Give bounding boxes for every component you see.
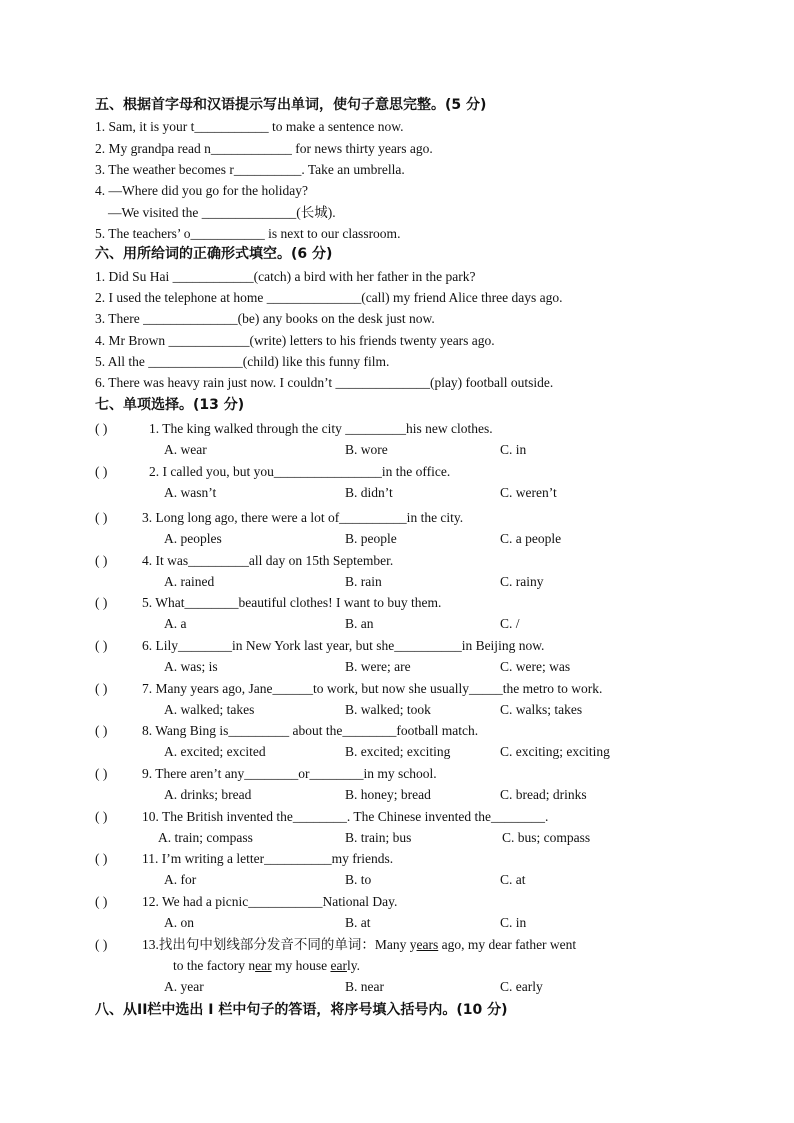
s6-item-4: 4. Mr Brown ____________(write) letters to his friends twenty years ago. <box>95 333 495 348</box>
option-c[interactable]: C. rainy <box>500 574 544 589</box>
question-8: 8. Wang Bing is_________ about the________football match. <box>142 723 479 738</box>
option-b[interactable]: B. wore <box>345 442 388 457</box>
option-a[interactable]: A. on <box>164 915 194 930</box>
option-b[interactable]: B. train; bus <box>345 830 412 845</box>
option-b[interactable]: B. to <box>345 872 372 887</box>
option-b[interactable]: B. people <box>345 531 397 546</box>
option-c[interactable]: C. at <box>500 872 526 887</box>
s5-item-4-answer: —We visited the ______________(长城). <box>108 205 336 220</box>
section-7-heading: 七、单项选择。(13 分) <box>95 397 245 413</box>
option-c[interactable]: C. were; was <box>500 659 571 674</box>
answer-paren[interactable]: ( ) <box>95 681 108 696</box>
s6-item-2: 2. I used the telephone at home ______________(call) my friend Alice three days ago. <box>95 290 563 305</box>
answer-paren[interactable]: ( ) <box>95 766 108 781</box>
answer-paren[interactable]: ( ) <box>95 851 108 866</box>
option-a[interactable]: A. walked; takes <box>164 702 255 717</box>
question-7: 7. Many years ago, Jane______to work, but now she usually_____the metro to work. <box>142 681 603 696</box>
option-c[interactable]: C. exciting; exciting <box>500 744 610 759</box>
answer-paren[interactable]: ( ) <box>95 638 108 653</box>
option-b[interactable]: B. rain <box>345 574 382 589</box>
s5-item-2: 2. My grandpa read n____________ for news thirty years ago. <box>95 141 433 156</box>
option-a[interactable]: A. wear <box>164 442 207 457</box>
question-5: 5. What________beautiful clothes! I want to buy them. <box>142 595 442 610</box>
option-b[interactable]: B. an <box>345 616 374 631</box>
answer-paren[interactable]: ( ) <box>95 937 108 952</box>
question-11: 11. I’m writing a letter__________my friends. <box>142 851 394 866</box>
option-c[interactable]: C. in <box>500 442 527 457</box>
question-12: 12. We had a picnic___________National Day. <box>142 894 398 909</box>
question-1: 1. The king walked through the city _________his new clothes. <box>149 421 493 436</box>
section-8-heading: 八、从II栏中选出 I 栏中句子的答语，将序号填入括号内。(10 分) <box>95 1002 508 1018</box>
option-c[interactable]: C. bread; drinks <box>500 787 587 802</box>
option-a[interactable]: A. year <box>164 979 204 994</box>
answer-paren[interactable]: ( ) <box>95 464 108 479</box>
option-c[interactable]: C. in <box>500 915 527 930</box>
option-c[interactable]: C. bus; compass <box>502 830 591 845</box>
s6-item-6: 6. There was heavy rain just now. I couldn’t ______________(play) football outside. <box>95 375 554 390</box>
option-a[interactable]: A. rained <box>164 574 215 589</box>
answer-paren[interactable]: ( ) <box>95 723 108 738</box>
s5-item-4: 4. —Where did you go for the holiday? <box>95 183 308 198</box>
option-b[interactable]: B. didn’t <box>345 485 393 500</box>
question-9: 9. There aren’t any________or________in my school. <box>142 766 437 781</box>
option-a[interactable]: A. excited; excited <box>164 744 266 759</box>
option-a[interactable]: A. train; compass <box>158 830 253 845</box>
option-a[interactable]: A. wasn’t <box>164 485 217 500</box>
s5-item-3: 3. The weather becomes r__________. Take an umbrella. <box>95 162 405 177</box>
question-13-line2: to the factory near my house early. <box>173 958 360 973</box>
question-13: 13.找出句中划线部分发音不同的单词：Many years ago, my dear father went <box>142 937 577 952</box>
option-b[interactable]: B. near <box>345 979 384 994</box>
option-c[interactable]: C. / <box>500 616 520 631</box>
question-3: 3. Long long ago, there were a lot of__________in the city. <box>142 510 464 525</box>
option-a[interactable]: A. drinks; bread <box>164 787 252 802</box>
s5-item-1: 1. Sam, it is your t___________ to make a sentence now. <box>95 119 404 134</box>
option-b[interactable]: B. excited; exciting <box>345 744 451 759</box>
option-c[interactable]: C. early <box>500 979 543 994</box>
option-b[interactable]: B. were; are <box>345 659 411 674</box>
answer-paren[interactable]: ( ) <box>95 894 108 909</box>
s6-item-1: 1. Did Su Hai ____________(catch) a bird with her father in the park? <box>95 269 476 284</box>
section-6-heading: 六、用所给词的正确形式填空。(6 分) <box>95 246 333 262</box>
question-4: 4. It was_________all day on 15th September. <box>142 553 394 568</box>
option-a[interactable]: A. peoples <box>164 531 222 546</box>
question-2: 2. I called you, but you________________in the office. <box>149 464 451 479</box>
option-b[interactable]: B. at <box>345 915 371 930</box>
option-a[interactable]: A. for <box>164 872 197 887</box>
answer-paren[interactable]: ( ) <box>95 510 108 525</box>
question-10: 10. The British invented the________. The Chinese invented the________. <box>142 809 549 824</box>
s6-item-3: 3. There ______________(be) any books on the desk just now. <box>95 311 435 326</box>
answer-paren[interactable]: ( ) <box>95 809 108 824</box>
option-a[interactable]: A. a <box>164 616 187 631</box>
question-6: 6. Lily________in New York last year, but she__________in Beijing now. <box>142 638 545 653</box>
option-c[interactable]: C. a people <box>500 531 562 546</box>
option-c[interactable]: C. walks; takes <box>500 702 583 717</box>
s6-item-5: 5. All the ______________(child) like this funny film. <box>95 354 390 369</box>
answer-paren[interactable]: ( ) <box>95 421 108 436</box>
answer-paren[interactable]: ( ) <box>95 553 108 568</box>
section-5-heading: 五、根据首字母和汉语提示写出单词，使句子意思完整。(5 分) <box>95 97 487 113</box>
option-b[interactable]: B. honey; bread <box>345 787 431 802</box>
option-a[interactable]: A. was; is <box>164 659 218 674</box>
answer-paren[interactable]: ( ) <box>95 595 108 610</box>
option-c[interactable]: C. weren’t <box>500 485 557 500</box>
option-b[interactable]: B. walked; took <box>345 702 431 717</box>
s5-item-5: 5. The teachers’ o___________ is next to our classroom. <box>95 226 401 241</box>
